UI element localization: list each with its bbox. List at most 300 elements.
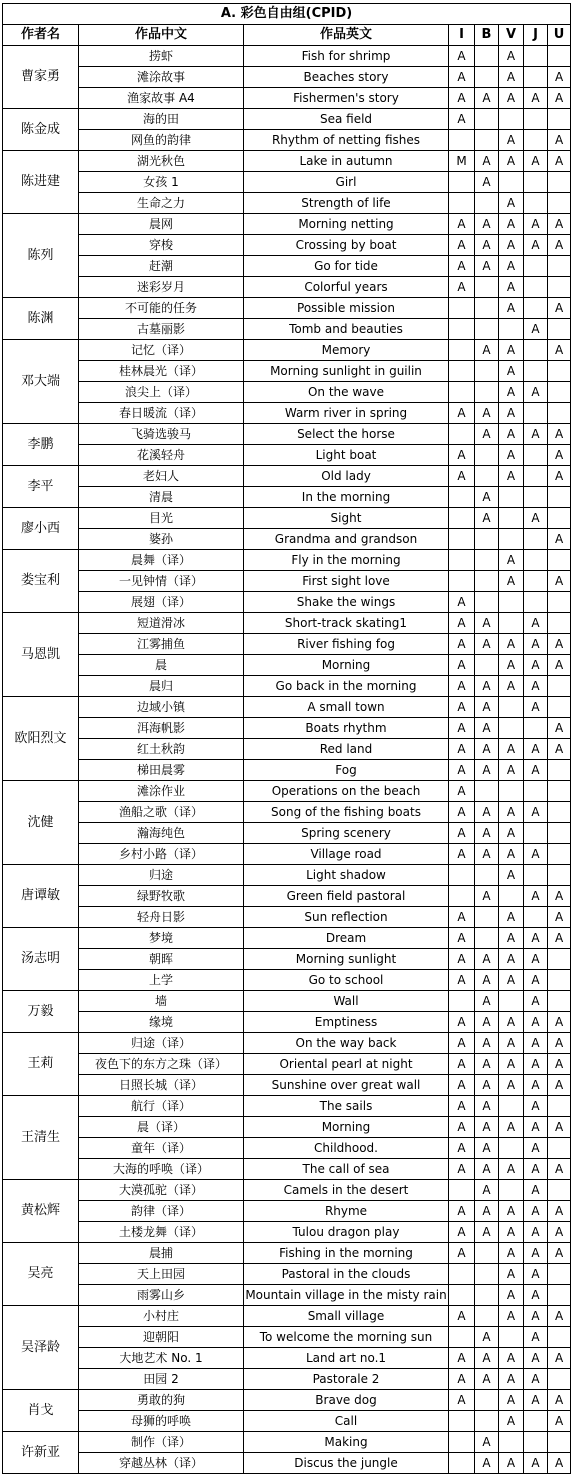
table-row <box>3 298 571 319</box>
mark-cell <box>524 550 548 571</box>
mark-cell: A <box>475 340 499 361</box>
table-row <box>3 340 571 361</box>
mark-cell <box>499 886 524 907</box>
mark-cell: A <box>524 1453 548 1474</box>
table-row <box>3 571 571 592</box>
table-row <box>3 907 571 928</box>
table-row <box>3 739 571 760</box>
mark-cell: A <box>475 1201 499 1222</box>
work-title-en: Land art no.1 <box>244 1348 449 1369</box>
author-name: 沈健 <box>3 781 79 865</box>
mark-cell: A <box>548 424 571 445</box>
work-title-en: Red land <box>244 739 449 760</box>
mark-cell: A <box>475 1369 499 1390</box>
mark-cell <box>524 529 548 550</box>
work-title-en: Go for tide <box>244 256 449 277</box>
mark-cell <box>548 172 571 193</box>
mark-cell: A <box>449 88 475 109</box>
work-title-en: Memory <box>244 340 449 361</box>
work-title-cn: 田园 2 <box>79 1369 244 1390</box>
table-row <box>3 676 571 697</box>
mark-cell <box>524 1432 548 1453</box>
work-title-cn: 红土秋韵 <box>79 739 244 760</box>
work-title-en: Operations on the beach <box>244 781 449 802</box>
mark-cell: A <box>449 802 475 823</box>
work-title-en: Oriental pearl at night <box>244 1054 449 1075</box>
mark-cell <box>449 193 475 214</box>
mark-cell <box>548 823 571 844</box>
table-row <box>3 508 571 529</box>
mark-cell <box>548 1096 571 1117</box>
author-name: 廖小西 <box>3 508 79 550</box>
table-row <box>3 1201 571 1222</box>
mark-cell: A <box>449 1096 475 1117</box>
mark-cell: A <box>548 1390 571 1411</box>
table-row <box>3 214 571 235</box>
author-name: 李鹏 <box>3 424 79 466</box>
mark-cell: A <box>524 613 548 634</box>
mark-cell <box>475 67 499 88</box>
mark-cell: A <box>449 1390 475 1411</box>
work-title-cn: 晨归 <box>79 676 244 697</box>
work-title-cn: 古墓丽影 <box>79 319 244 340</box>
work-title-cn: 记忆（译） <box>79 340 244 361</box>
mark-cell: A <box>475 823 499 844</box>
author-name: 陈列 <box>3 214 79 298</box>
mark-cell: A <box>475 1453 499 1474</box>
mark-cell: A <box>449 697 475 718</box>
mark-cell: A <box>449 67 475 88</box>
work-title-en: The call of sea <box>244 1159 449 1180</box>
mark-cell: A <box>475 256 499 277</box>
mark-cell: A <box>499 1369 524 1390</box>
mark-cell: A <box>475 424 499 445</box>
work-title-en: Grandma and grandson <box>244 529 449 550</box>
mark-cell <box>524 403 548 424</box>
mark-cell <box>475 1243 499 1264</box>
work-title-en: Discus the jungle <box>244 1453 449 1474</box>
mark-cell <box>524 340 548 361</box>
mark-cell: A <box>475 970 499 991</box>
author-name: 李平 <box>3 466 79 508</box>
mark-cell: A <box>449 781 475 802</box>
mark-cell: A <box>499 340 524 361</box>
mark-cell <box>475 277 499 298</box>
header-u: U <box>548 25 571 46</box>
mark-cell <box>449 571 475 592</box>
table-row <box>3 529 571 550</box>
mark-cell: A <box>548 529 571 550</box>
mark-cell: A <box>548 151 571 172</box>
mark-cell: A <box>475 1075 499 1096</box>
mark-cell <box>475 1306 499 1327</box>
mark-cell: A <box>449 592 475 613</box>
work-title-cn: 缘境 <box>79 1012 244 1033</box>
table-row <box>3 172 571 193</box>
mark-cell: A <box>499 1222 524 1243</box>
table-row <box>3 1432 571 1453</box>
work-title-cn: 滩涂故事 <box>79 67 244 88</box>
work-title-en: Fly in the morning <box>244 550 449 571</box>
work-title-en: Emptiness <box>244 1012 449 1033</box>
mark-cell: A <box>548 1033 571 1054</box>
mark-cell <box>524 865 548 886</box>
work-title-en: Dream <box>244 928 449 949</box>
work-title-cn: 穿越丛林（译） <box>79 1453 244 1474</box>
mark-cell <box>548 781 571 802</box>
work-title-cn: 大海的呼唤（译） <box>79 1159 244 1180</box>
mark-cell: A <box>499 1306 524 1327</box>
work-title-en: Camels in the desert <box>244 1180 449 1201</box>
mark-cell: A <box>499 214 524 235</box>
mark-cell: A <box>524 1138 548 1159</box>
mark-cell: A <box>475 1096 499 1117</box>
mark-cell <box>475 1411 499 1432</box>
work-title-cn: 老妇人 <box>79 466 244 487</box>
mark-cell: A <box>524 1243 548 1264</box>
mark-cell <box>524 466 548 487</box>
author-name: 娄宝利 <box>3 550 79 613</box>
work-title-en: Light boat <box>244 445 449 466</box>
table-row <box>3 1138 571 1159</box>
table-row <box>3 67 571 88</box>
mark-cell: A <box>499 1117 524 1138</box>
work-title-cn: 海的田 <box>79 109 244 130</box>
mark-cell <box>548 1138 571 1159</box>
mark-cell <box>548 1285 571 1306</box>
mark-cell <box>524 109 548 130</box>
mark-cell: A <box>499 1075 524 1096</box>
author-name: 陈渊 <box>3 298 79 340</box>
table-row <box>3 949 571 970</box>
mark-cell: A <box>548 655 571 676</box>
work-title-en: Rhyme <box>244 1201 449 1222</box>
mark-cell: A <box>475 613 499 634</box>
table-row <box>3 1075 571 1096</box>
mark-cell: A <box>524 1264 548 1285</box>
author-name: 汤志明 <box>3 928 79 991</box>
work-title-en: Colorful years <box>244 277 449 298</box>
mark-cell: A <box>499 1159 524 1180</box>
mark-cell: A <box>475 151 499 172</box>
mark-cell <box>449 1180 475 1201</box>
work-title-cn: 晨网 <box>79 214 244 235</box>
work-title-cn: 穿梭 <box>79 235 244 256</box>
mark-cell: A <box>524 88 548 109</box>
work-title-cn: 赶潮 <box>79 256 244 277</box>
work-title-cn: 迷彩岁月 <box>79 277 244 298</box>
mark-cell: A <box>548 571 571 592</box>
work-title-cn: 边域小镇 <box>79 697 244 718</box>
mark-cell: A <box>449 907 475 928</box>
mark-cell: A <box>499 403 524 424</box>
mark-cell: A <box>449 1369 475 1390</box>
mark-cell: A <box>475 634 499 655</box>
mark-cell: A <box>475 697 499 718</box>
mark-cell <box>449 1264 475 1285</box>
mark-cell: A <box>524 508 548 529</box>
mark-cell: A <box>524 1117 548 1138</box>
table-row <box>3 1222 571 1243</box>
mark-cell: A <box>499 1264 524 1285</box>
table-row <box>3 760 571 781</box>
mark-cell: A <box>449 1033 475 1054</box>
author-name: 曹家勇 <box>3 46 79 109</box>
table-row <box>3 592 571 613</box>
table-row <box>3 634 571 655</box>
mark-cell: A <box>499 1285 524 1306</box>
work-title-en: Go to school <box>244 970 449 991</box>
mark-cell <box>524 298 548 319</box>
work-title-en: Pastorale 2 <box>244 1369 449 1390</box>
table-title: A. 彩色自由组(CPID) <box>3 4 571 25</box>
work-title-cn: 生命之力 <box>79 193 244 214</box>
mark-cell: A <box>499 151 524 172</box>
mark-cell: A <box>449 655 475 676</box>
mark-cell <box>449 382 475 403</box>
mark-cell: A <box>524 1096 548 1117</box>
work-title-cn: 渔家故事 A4 <box>79 88 244 109</box>
mark-cell <box>548 1264 571 1285</box>
work-title-cn: 不可能的任务 <box>79 298 244 319</box>
mark-cell <box>475 109 499 130</box>
work-title-cn: 梦境 <box>79 928 244 949</box>
mark-cell: A <box>499 760 524 781</box>
mark-cell: A <box>524 1054 548 1075</box>
mark-cell: A <box>449 403 475 424</box>
mark-cell <box>449 487 475 508</box>
mark-cell: A <box>449 235 475 256</box>
work-title-cn: 婆孙 <box>79 529 244 550</box>
mark-cell <box>524 445 548 466</box>
mark-cell: A <box>475 760 499 781</box>
mark-cell: A <box>524 760 548 781</box>
mark-cell: A <box>548 1159 571 1180</box>
table-row <box>3 487 571 508</box>
mark-cell <box>499 592 524 613</box>
mark-cell <box>548 1327 571 1348</box>
mark-cell: A <box>475 172 499 193</box>
mark-cell <box>475 1264 499 1285</box>
work-title-cn: 制作（译） <box>79 1432 244 1453</box>
mark-cell: M <box>449 151 475 172</box>
mark-cell: A <box>499 1390 524 1411</box>
work-title-en: Sunshine over great wall <box>244 1075 449 1096</box>
mark-cell <box>548 949 571 970</box>
work-title-en: Lake in autumn <box>244 151 449 172</box>
mark-cell: A <box>548 1012 571 1033</box>
table-row <box>3 46 571 67</box>
mark-cell: A <box>499 823 524 844</box>
mark-cell: A <box>548 907 571 928</box>
mark-cell: A <box>548 1054 571 1075</box>
mark-cell <box>475 571 499 592</box>
mark-cell: A <box>499 424 524 445</box>
mark-cell <box>548 319 571 340</box>
mark-cell: A <box>548 1243 571 1264</box>
mark-cell <box>449 508 475 529</box>
mark-cell: A <box>475 1348 499 1369</box>
mark-cell: A <box>449 445 475 466</box>
mark-cell: A <box>475 1012 499 1033</box>
mark-cell: A <box>499 802 524 823</box>
work-title-en: Light shadow <box>244 865 449 886</box>
work-title-cn: 洱海帆影 <box>79 718 244 739</box>
table-row <box>3 550 571 571</box>
mark-cell: A <box>475 1033 499 1054</box>
mark-cell <box>524 256 548 277</box>
mark-cell: A <box>548 340 571 361</box>
mark-cell <box>548 1432 571 1453</box>
work-title-cn: 墙 <box>79 991 244 1012</box>
work-title-en: Sea field <box>244 109 449 130</box>
mark-cell <box>524 67 548 88</box>
header-title-cn: 作品中文 <box>79 25 244 46</box>
work-title-cn: 童年（译） <box>79 1138 244 1159</box>
mark-cell <box>548 760 571 781</box>
mark-cell <box>524 130 548 151</box>
mark-cell <box>449 424 475 445</box>
author-name: 许新亚 <box>3 1432 79 1474</box>
mark-cell <box>548 508 571 529</box>
mark-cell: A <box>499 928 524 949</box>
work-title-en: River fishing fog <box>244 634 449 655</box>
table-row <box>3 1180 571 1201</box>
table-row <box>3 277 571 298</box>
work-title-en: Fish for shrimp <box>244 46 449 67</box>
mark-cell: A <box>548 1201 571 1222</box>
table-row <box>3 928 571 949</box>
mark-cell <box>548 1369 571 1390</box>
mark-cell <box>499 1432 524 1453</box>
mark-cell: A <box>524 634 548 655</box>
work-title-en: Green field pastoral <box>244 886 449 907</box>
header-row <box>3 25 571 46</box>
mark-cell: A <box>524 214 548 235</box>
mark-cell <box>475 382 499 403</box>
mark-cell: A <box>449 613 475 634</box>
mark-cell <box>449 1327 475 1348</box>
mark-cell: A <box>499 550 524 571</box>
mark-cell: A <box>499 256 524 277</box>
table-row <box>3 445 571 466</box>
mark-cell <box>449 1453 475 1474</box>
mark-cell <box>524 361 548 382</box>
work-title-cn: 晨舞（译） <box>79 550 244 571</box>
work-title-cn: 晨 <box>79 655 244 676</box>
mark-cell: A <box>449 823 475 844</box>
mark-cell <box>449 130 475 151</box>
mark-cell: A <box>524 424 548 445</box>
table-row <box>3 865 571 886</box>
work-title-en: Beaches story <box>244 67 449 88</box>
mark-cell: A <box>499 865 524 886</box>
work-title-cn: 土楼龙舞（译） <box>79 1222 244 1243</box>
author-name: 马恩凯 <box>3 613 79 697</box>
mark-cell <box>499 1138 524 1159</box>
mark-cell: A <box>499 1453 524 1474</box>
mark-cell: A <box>449 256 475 277</box>
work-title-en: Call <box>244 1411 449 1432</box>
mark-cell: A <box>548 67 571 88</box>
table-row <box>3 1453 571 1474</box>
table-row <box>3 1243 571 1264</box>
mark-cell: A <box>524 1180 548 1201</box>
work-title-en: Spring scenery <box>244 823 449 844</box>
mark-cell <box>475 928 499 949</box>
table-row <box>3 718 571 739</box>
work-title-en: Warm river in spring <box>244 403 449 424</box>
mark-cell: A <box>499 949 524 970</box>
work-title-en: Rhythm of netting fishes <box>244 130 449 151</box>
table-row <box>3 613 571 634</box>
work-title-cn: 晨（译） <box>79 1117 244 1138</box>
mark-cell <box>449 1432 475 1453</box>
mark-cell: A <box>548 634 571 655</box>
table-row <box>3 655 571 676</box>
mark-cell <box>524 277 548 298</box>
work-title-en: First sight love <box>244 571 449 592</box>
mark-cell: A <box>524 844 548 865</box>
mark-cell: A <box>499 445 524 466</box>
mark-cell <box>449 340 475 361</box>
mark-cell: A <box>548 928 571 949</box>
mark-cell: A <box>524 949 548 970</box>
mark-cell <box>449 319 475 340</box>
mark-cell: A <box>524 151 548 172</box>
mark-cell <box>475 46 499 67</box>
mark-cell: A <box>475 487 499 508</box>
mark-cell <box>499 613 524 634</box>
mark-cell <box>449 991 475 1012</box>
work-title-en: Mountain village in the misty rain <box>244 1285 449 1306</box>
mark-cell: A <box>548 235 571 256</box>
table-row <box>3 1096 571 1117</box>
mark-cell: A <box>524 1012 548 1033</box>
work-title-en: Crossing by boat <box>244 235 449 256</box>
mark-cell <box>475 445 499 466</box>
work-title-cn: 雨雾山乡 <box>79 1285 244 1306</box>
work-title-en: Fishermen's story <box>244 88 449 109</box>
mark-cell <box>499 319 524 340</box>
mark-cell <box>499 697 524 718</box>
mark-cell: A <box>548 1306 571 1327</box>
mark-cell: A <box>475 1327 499 1348</box>
mark-cell: A <box>449 1348 475 1369</box>
table-row <box>3 130 571 151</box>
mark-cell: A <box>524 1369 548 1390</box>
work-title-cn: 小村庄 <box>79 1306 244 1327</box>
mark-cell <box>499 172 524 193</box>
mark-cell <box>449 172 475 193</box>
table-row <box>3 382 571 403</box>
table-row <box>3 1054 571 1075</box>
mark-cell <box>548 403 571 424</box>
work-title-cn: 滩涂作业 <box>79 781 244 802</box>
work-title-en: Tulou dragon play <box>244 1222 449 1243</box>
table-row <box>3 781 571 802</box>
mark-cell: A <box>449 1222 475 1243</box>
work-title-en: Pastoral in the clouds <box>244 1264 449 1285</box>
mark-cell <box>548 991 571 1012</box>
table-row <box>3 1285 571 1306</box>
mark-cell: A <box>499 739 524 760</box>
mark-cell <box>524 172 548 193</box>
work-title-en: Short-track skating1 <box>244 613 449 634</box>
mark-cell <box>548 382 571 403</box>
work-title-cn: 迎朝阳 <box>79 1327 244 1348</box>
mark-cell <box>548 970 571 991</box>
